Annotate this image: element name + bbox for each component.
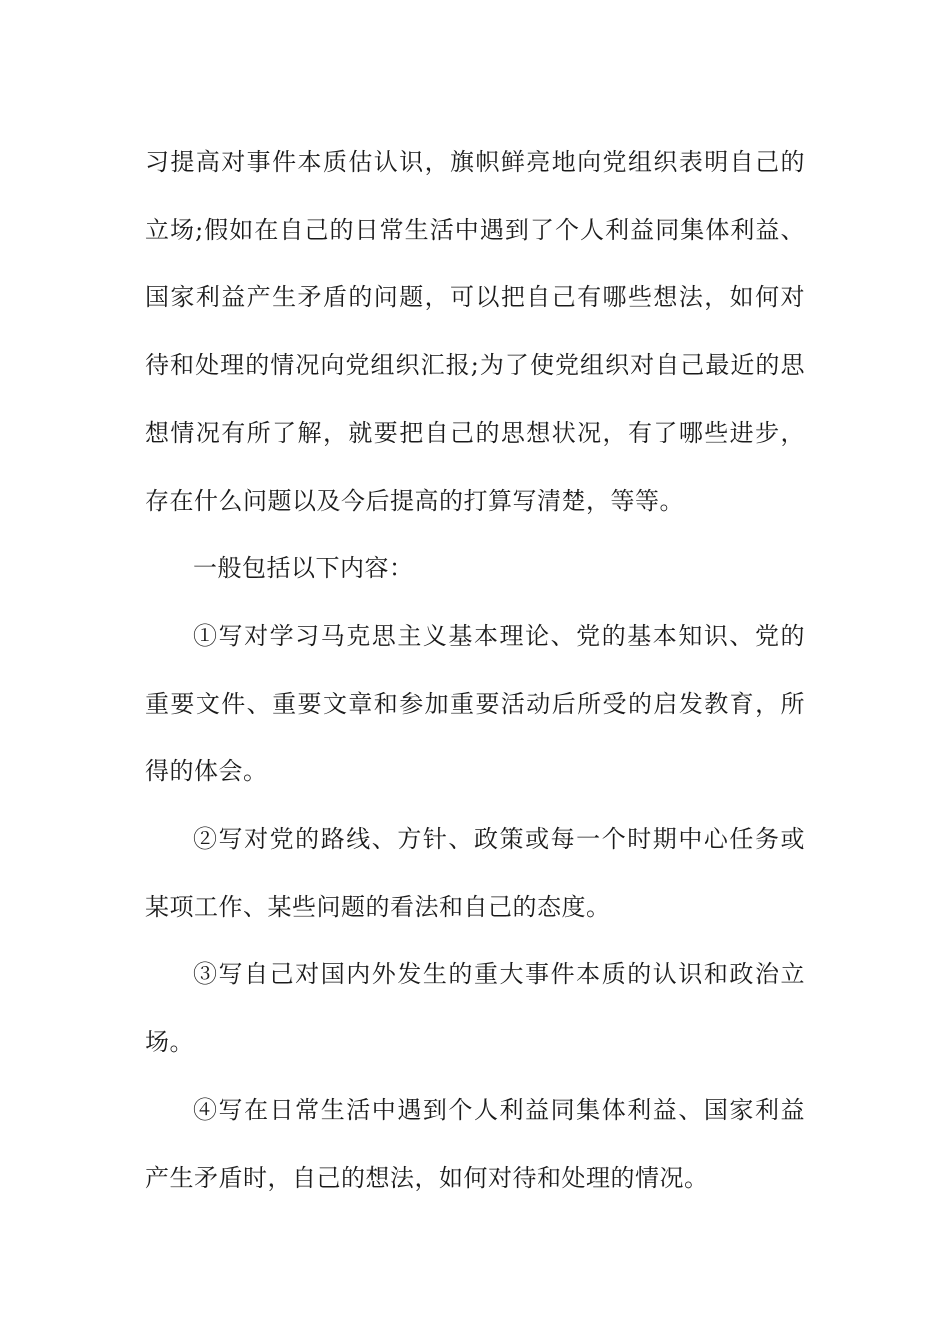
paragraph-item-3: ③写自己对国内外发生的重大事件本质的认识和政治立场。: [145, 960, 805, 1057]
paragraph-item-4: ④写在日常生活中遇到个人利益同集体利益、国家利益产生矛盾时，自己的想法，如何对待和处理的情况。: [145, 1095, 805, 1192]
paragraph-item-2: ②写对党的路线、方针、政策或每一个时期中心任务或某项工作、某些问题的看法和自己的态度。: [145, 825, 805, 921]
paragraph-continuation: 习提高对事件本质估认识，旗帜鲜亮地向党组织表明自己的立场;假如在自己的日常生活中遇到了个人利益同集体利益、国家利益产生矛盾的问题，可以把自己有哪些想法，如何对待和处理的情况向党组织汇报;为了使党组织对自己最近的思想情况有所了解，就要把自己的思想状况，有了哪些进步，存在什么问题以及今后提高的打算写清楚，等等。: [145, 148, 805, 515]
document-body: [145, 129, 805, 1212]
paragraph-item-1: ①写对学习马克思主义基本理论、党的基本知识、党的重要文件、重要文章和参加重要活动后所受的启发教育，所得的体会。: [145, 621, 805, 786]
paragraph-contents-intro: 一般包括以下内容：: [193, 554, 414, 583]
